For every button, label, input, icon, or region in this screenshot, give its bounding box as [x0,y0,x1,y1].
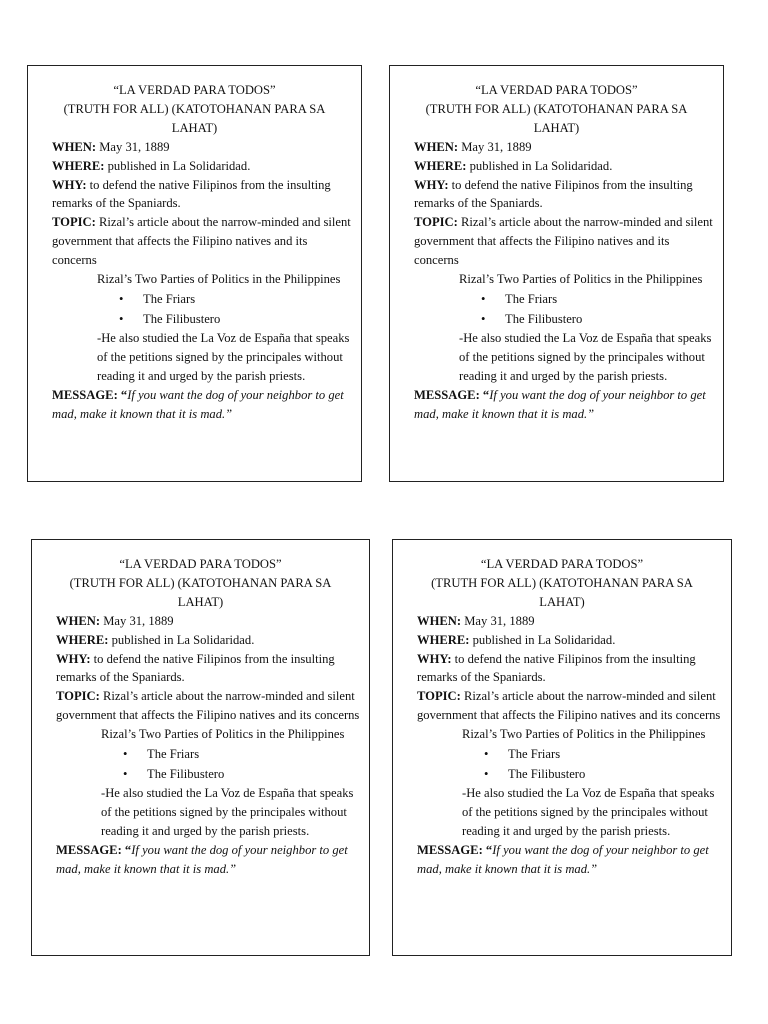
message-value: If you want the dog of your neighbor to get mad, make it known that it is mad.” [56,842,348,876]
why-label: WHY: [56,651,91,666]
topic-line [414,213,723,270]
why-label: WHY: [417,651,452,666]
card-title: “LA VERDAD PARA TODOS” [119,557,282,571]
party-name: The Filibustero [508,767,586,782]
bullet-icon: • [484,767,489,782]
where-value: published in La Solidaridad. [466,158,613,173]
message-value: If you want the dog of your neighbor to get mad, make it known that it is mad.” [52,387,344,421]
when-line [417,612,731,631]
card-subtitle: (TRUTH FOR ALL) (KATOTOHANAN PARA SA LAHAT) [431,575,693,609]
where-value: published in La Solidaridad. [108,632,255,647]
message-open-quote: “ [482,842,493,857]
when-label: WHEN: [417,613,462,628]
when-label: WHEN: [52,139,97,154]
message-label: MESSAGE: [417,842,483,857]
where-label: WHERE: [52,158,105,173]
party-name: The Filibustero [143,311,221,326]
where-value: published in La Solidaridad. [469,632,616,647]
why-line [414,176,723,214]
where-line [56,631,369,650]
bullet-icon: • [481,311,486,326]
message-line [417,841,731,879]
parties-list [28,289,361,329]
bullet-icon: • [119,291,124,306]
list-item [481,289,723,309]
parties-list [32,744,369,784]
when-line [414,138,723,157]
topic-label: TOPIC: [414,215,458,230]
handout-card-2 [389,65,724,482]
party-name: The Friars [143,291,196,306]
topic-line [56,687,369,725]
parties-heading: Rizal’s Two Parties of Politics in the Philippines [459,272,703,287]
message-label: MESSAGE: [414,387,480,402]
message-label: MESSAGE: [56,842,122,857]
message-value: If you want the dog of your neighbor to get mad, make it known that it is mad.” [414,387,706,421]
where-label: WHERE: [417,632,470,647]
message-line [56,841,369,879]
when-label: WHEN: [414,139,459,154]
where-label: WHERE: [56,632,109,647]
party-name: The Friars [505,291,558,306]
message-line [52,386,361,424]
list-item [123,744,369,764]
message-open-quote: “ [479,387,490,402]
topic-line [52,213,361,270]
study-note: -He also studied the La Voz de España that speaks of the petitions signed by the principales without reading it and urged by the parish priests. [459,330,712,383]
when-line [56,612,369,631]
when-value: May 31, 1889 [461,613,535,628]
party-name: The Friars [508,747,561,762]
parties-heading: Rizal’s Two Parties of Politics in the Philippines [97,272,341,287]
list-item [119,289,361,309]
parties-list [393,744,731,784]
why-line [52,176,361,214]
list-item [481,309,723,329]
list-item [484,764,731,784]
handout-card-3 [31,539,370,956]
bullet-icon: • [481,291,486,306]
why-line [56,650,369,688]
study-note: -He also studied the La Voz de España that speaks of the petitions signed by the principales without reading it and urged by the parish priests. [462,786,715,838]
card-title: “LA VERDAD PARA TODOS” [480,557,644,571]
bullet-icon: • [119,311,124,326]
card-subtitle: (TRUTH FOR ALL) (KATOTOHANAN PARA SA LAHAT) [63,101,326,135]
parties-list [390,289,723,329]
bullet-icon: • [484,747,489,762]
topic-line [417,687,731,725]
parties-heading: Rizal’s Two Parties of Politics in the Philippines [462,727,706,742]
bullet-icon: • [123,767,128,782]
party-name: The Friars [147,747,200,762]
where-line [417,631,731,650]
where-line [52,157,361,176]
why-value: to defend the native Filipinos from the insulting remarks of the Spaniards. [414,177,693,211]
card-subtitle: (TRUTH FOR ALL) (KATOTOHANAN PARA SA LAHAT) [69,575,332,609]
why-value: to defend the native Filipinos from the insulting remarks of the Spaniards. [56,651,335,685]
message-label: MESSAGE: [52,387,118,402]
topic-value: Rizal’s article about the narrow-minded and silent government that affects the Filipino natives and its concerns [417,689,721,723]
list-item [119,309,361,329]
when-value: May 31, 1889 [100,613,174,628]
parties-heading: Rizal’s Two Parties of Politics in the Philippines [101,727,345,742]
topic-label: TOPIC: [417,689,461,704]
card-title: “LA VERDAD PARA TODOS” [475,83,638,97]
list-item [484,744,731,764]
topic-value: Rizal’s article about the narrow-minded and silent government that affects the Filipino natives and its concerns [414,215,713,268]
message-open-quote: “ [121,842,132,857]
card-subtitle: (TRUTH FOR ALL) (KATOTOHANAN PARA SA LAHAT) [425,101,688,135]
list-item [123,764,369,784]
handout-card-1 [27,65,362,482]
message-value: If you want the dog of your neighbor to get mad, make it known that it is mad.” [417,842,709,876]
why-value: to defend the native Filipinos from the insulting remarks of the Spaniards. [52,177,331,211]
handout-card-4 [392,539,732,956]
why-label: WHY: [52,177,87,192]
when-value: May 31, 1889 [96,139,170,154]
topic-label: TOPIC: [52,215,96,230]
where-label: WHERE: [414,158,467,173]
where-line [414,157,723,176]
bullet-icon: • [123,747,128,762]
when-value: May 31, 1889 [458,139,532,154]
message-open-quote: “ [117,387,128,402]
card-title: “LA VERDAD PARA TODOS” [113,83,276,97]
topic-value: Rizal’s article about the narrow-minded and silent government that affects the Filipino natives and its concerns [56,689,360,723]
where-value: published in La Solidaridad. [104,158,251,173]
topic-label: TOPIC: [56,689,100,704]
party-name: The Filibustero [505,311,583,326]
party-name: The Filibustero [147,767,225,782]
topic-value: Rizal’s article about the narrow-minded and silent government that affects the Filipino natives and its concerns [52,215,351,268]
why-value: to defend the native Filipinos from the insulting remarks of the Spaniards. [417,651,696,685]
why-label: WHY: [414,177,449,192]
when-label: WHEN: [56,613,101,628]
study-note: -He also studied the La Voz de España that speaks of the petitions signed by the principales without reading it and urged by the parish priests. [101,786,354,838]
study-note: -He also studied the La Voz de España that speaks of the petitions signed by the principales without reading it and urged by the parish priests. [97,330,350,383]
message-line [414,386,723,424]
why-line [417,650,731,688]
when-line [52,138,361,157]
